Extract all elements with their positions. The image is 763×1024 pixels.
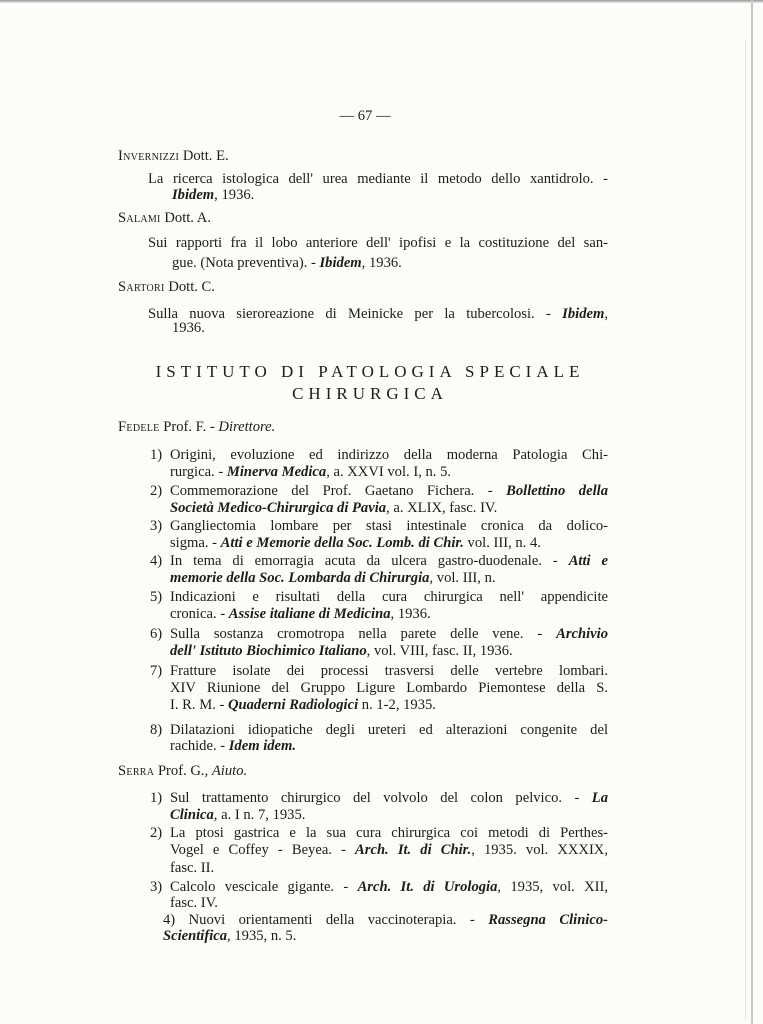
italic-segment: Minerva Medica [226, 464, 327, 480]
text-segment: , 1935, vol. XII, [497, 879, 608, 895]
publication-line [172, 186, 254, 204]
text-segment: Dott. A. [160, 210, 211, 226]
publication-line [172, 319, 205, 337]
publication-line [170, 696, 436, 714]
publication-line [170, 642, 513, 660]
text-segment: fasc. IV. [170, 895, 218, 911]
text-segment: , vol. VIII, fasc. II, 1936. [366, 643, 513, 659]
text-segment: Gangliectomia lombare per stasi intestinale cronica da dolico- [170, 518, 608, 534]
item-number: 6) [150, 626, 163, 642]
author-surname: Invernizzi [118, 148, 180, 164]
italic-segment: Scientifica [163, 928, 228, 944]
text-segment: , 1936. [214, 187, 255, 203]
text-segment: Vogel e Coffey - Beyea. - [170, 842, 356, 858]
text-segment: Dott. E. [179, 148, 229, 164]
text-segment: , vol. III, n. [429, 570, 496, 586]
text-segment: , 1936. [361, 255, 402, 271]
text-segment: vol. III, n. 4. [463, 535, 541, 551]
text-segment: fasc. II. [170, 860, 215, 876]
text-segment: , 1936. [390, 606, 431, 622]
text-segment: La ptosi gastrica e la sua cura chirurgica coi metodi di Perthes- [170, 825, 608, 841]
author-heading [118, 762, 247, 780]
italic-segment: Atti e Memorie della Soc. Lomb. di Chir. [220, 535, 464, 551]
text-segment: Calcolo vescicale gigante. - [170, 879, 358, 895]
scan-right-shadow [745, 40, 746, 1020]
publication-line [148, 305, 608, 323]
text-segment: , 1935, n. 5. [227, 928, 297, 944]
item-number: 2) [150, 483, 163, 499]
publication-line [170, 806, 305, 824]
text-segment: , [604, 306, 608, 322]
publication-line [148, 234, 608, 252]
text-segment: , a. I n. 7, 1935. [213, 807, 306, 823]
item-number: 5) [150, 589, 163, 605]
text-segment: Indicazioni e risultati della cura chirurgica nell' appendicite [170, 589, 608, 605]
publication-line [170, 737, 296, 755]
author-heading [118, 278, 215, 296]
item-number: 1) [150, 790, 163, 806]
italic-segment: Quaderni Radiologici [227, 697, 359, 713]
author-surname: Serra [118, 763, 155, 779]
publication-line [170, 446, 608, 464]
author-surname: Fedele [118, 419, 160, 435]
text-segment: In tema di emorragia acuta da ulcera gastro-duodenale. - [170, 553, 569, 569]
author-heading [118, 418, 275, 436]
text-segment: gue. (Nota preventiva). - [172, 255, 320, 271]
text-segment: rachide. - [170, 738, 229, 754]
publication-line [170, 605, 431, 623]
institute-heading: CHIRURGICA [292, 384, 448, 403]
text-segment: rurgica. - [170, 464, 227, 480]
publication-line [170, 534, 541, 552]
publication-line [170, 789, 608, 807]
item-number: 2) [150, 825, 163, 841]
italic-segment: Bollettino della [506, 483, 608, 499]
text-segment: XIV Riunione del Gruppo Ligure Lombardo Piemontese della S. [170, 680, 608, 696]
item-number: 3) [150, 518, 163, 534]
publication-line [170, 588, 608, 606]
publication-line [170, 662, 608, 680]
text-segment: Sulla nuova sieroreazione di Meinicke per la tubercolosi. - [148, 306, 563, 322]
page-number: — 67 — [339, 108, 391, 124]
text-segment: Commemorazione del Prof. Gaetano Fichera. - [170, 483, 507, 499]
italic-segment: Ibidem [562, 306, 605, 322]
publication-line [170, 841, 608, 859]
text-segment: Dott. C. [164, 279, 215, 295]
text-segment: cronica. - [170, 606, 229, 622]
italic-segment: dell' Istituto Biochimico Italiano [170, 643, 367, 659]
text-segment: 1936. [172, 320, 205, 336]
italic-segment: memorie della Soc. Lombarda di Chirurgia [170, 570, 430, 586]
author-heading [118, 147, 229, 165]
text-segment: Fratture isolate dei processi trasversi delle vertebre lombari. [170, 663, 608, 679]
text-segment: Dilatazioni idiopatiche degli ureteri ed alterazioni congenite del [170, 722, 608, 738]
item-number: 7) [150, 663, 163, 679]
italic-segment: Idem idem. [228, 738, 297, 754]
publication-line [170, 482, 608, 500]
institute-heading: ISTITUTO DI PATOLOGIA SPECIALE [155, 362, 585, 381]
item-number: 4) [150, 553, 163, 569]
item-number: 8) [150, 722, 163, 738]
text-segment: , 1935. vol. XXXIX, [471, 842, 608, 858]
publication-line [170, 824, 608, 842]
italic-segment: Clinica [170, 807, 214, 823]
italic-segment: Assise italiane di Medicina [228, 606, 391, 622]
scan-top-edge [0, 0, 763, 3]
publication-line [172, 254, 402, 272]
publication-line [170, 894, 218, 912]
text-segment: Sulla sostanza cromotropa nella parete delle vene. - [170, 626, 557, 642]
text-segment: Sui rapporti fra il lobo anteriore dell' ipofisi e la costituzione del san- [148, 235, 608, 251]
text-segment: I. R. M. - [170, 697, 228, 713]
text-segment: Origini, evoluzione ed indirizzo della moderna Patologia Chi- [170, 447, 608, 463]
text-segment: Prof. F. - [159, 419, 219, 435]
italic-segment: Aiuto. [211, 763, 248, 779]
italic-segment: La [591, 790, 608, 806]
text-segment: n. 1-2, 1935. [358, 697, 436, 713]
publication-line [170, 499, 497, 517]
italic-segment: Rassegna Clinico- [488, 912, 608, 928]
italic-segment: Archivio [556, 626, 608, 642]
scan-right-edge [751, 0, 753, 1024]
publication-line [170, 859, 214, 877]
text-segment: 4) Nuovi orientamenti della vaccinoterapia. - [163, 912, 489, 928]
publication-line [170, 517, 608, 535]
item-number: 3) [150, 879, 163, 895]
publication-line [170, 552, 608, 570]
text-segment: La ricerca istologica dell' urea mediante il metodo dello xantidrolo. - [148, 171, 608, 187]
publication-line [170, 625, 608, 643]
italic-segment: Direttore. [218, 419, 276, 435]
publication-line [163, 927, 296, 945]
italic-segment: Ibidem [172, 187, 215, 203]
text-segment: , a. XLIX, fasc. IV. [386, 500, 498, 516]
author-surname: Salami [118, 210, 161, 226]
italic-segment: Arch. It. di Chir. [355, 842, 472, 858]
publication-line [170, 878, 608, 896]
italic-segment: Ibidem [319, 255, 362, 271]
publication-line [170, 679, 608, 697]
text-segment: sigma. - [170, 535, 221, 551]
author-surname: Sartori [118, 279, 165, 295]
italic-segment: Arch. It. di Urologia [357, 879, 498, 895]
text-segment: Sul trattamento chirurgico del volvolo del colon pelvico. - [170, 790, 592, 806]
publication-line [170, 463, 451, 481]
item-number: 1) [150, 447, 163, 463]
text-segment: , a. XXVI vol. I, n. 5. [326, 464, 452, 480]
author-heading [118, 209, 211, 227]
italic-segment: Atti e [568, 553, 608, 569]
italic-segment: Società Medico-Chirurgica di Pavia [170, 500, 387, 516]
publication-line [170, 569, 496, 587]
text-segment: Prof. G., [154, 763, 212, 779]
